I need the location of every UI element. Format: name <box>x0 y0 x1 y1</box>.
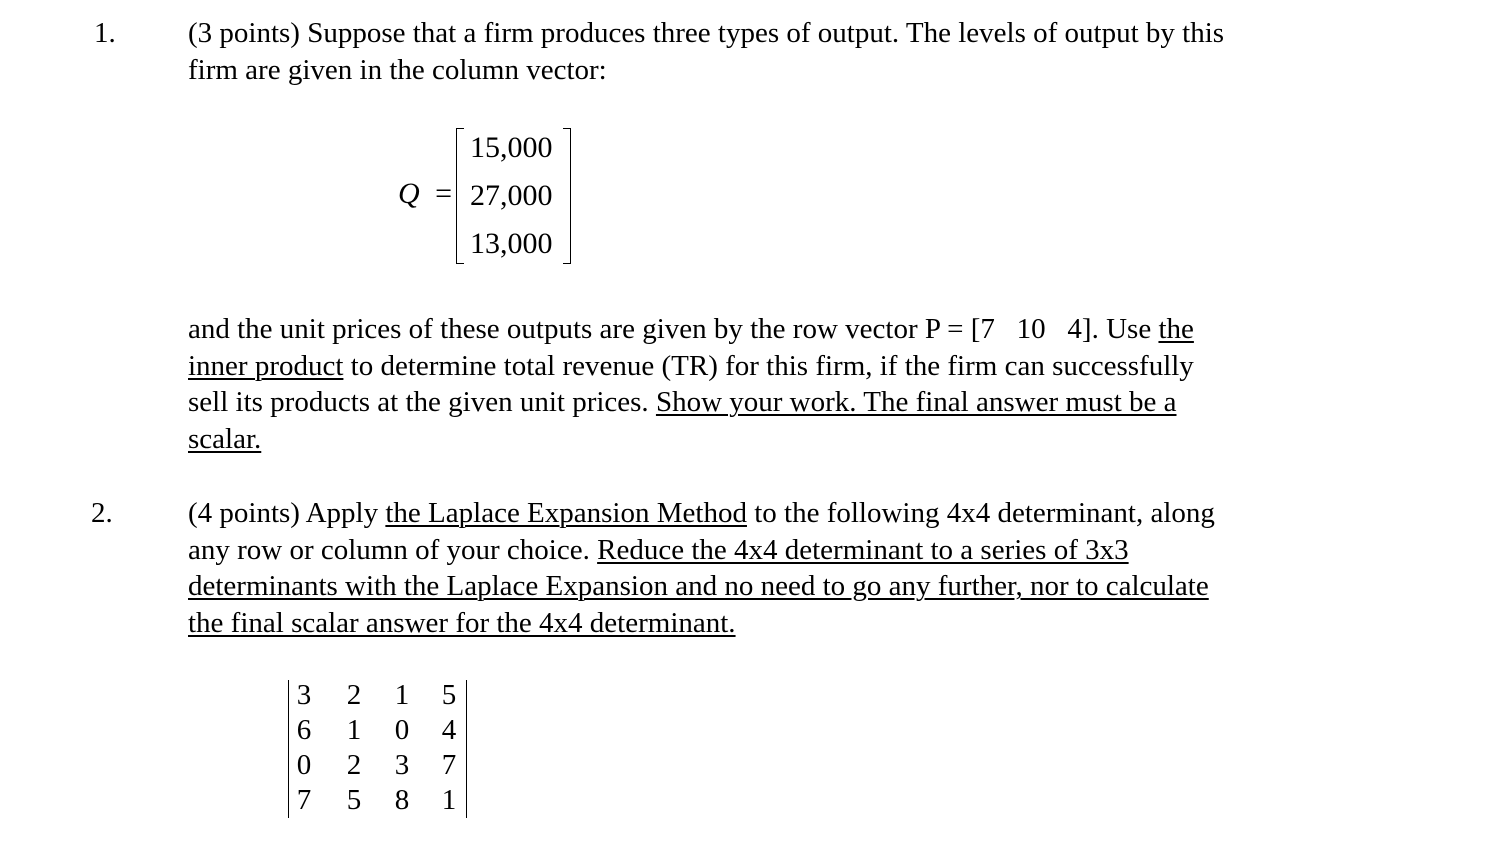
question-1-intro <box>188 15 1388 88</box>
determinant-row <box>284 748 470 783</box>
determinant-cell: 6 <box>296 714 312 746</box>
determinant-cell: 0 <box>296 749 312 781</box>
question-1-intro-line-1: (3 points) Suppose that a firm produces three types of output. The levels of output by this <box>188 17 1225 49</box>
vector-q-equals: = <box>435 177 453 210</box>
determinant-cell: 3 <box>296 679 312 711</box>
vector-q-symbol: Q <box>398 177 420 210</box>
determinant-cell: 5 <box>441 679 457 711</box>
question-1-body-line-3: sell its products at the given unit prices. Show your work. The final answer must be a <box>188 386 1177 418</box>
determinant-cell: 4 <box>441 714 457 746</box>
determinant-row <box>284 713 470 748</box>
determinant-row <box>284 783 470 818</box>
vector-q-entry-2: 27,000 <box>470 179 553 212</box>
left-bracket <box>456 128 464 264</box>
question-2-number: 2. <box>91 497 113 529</box>
determinant-cell: 3 <box>394 749 410 781</box>
vector-q-label <box>398 176 452 212</box>
question-2-body <box>188 495 1388 641</box>
determinant-cell: 1 <box>346 714 362 746</box>
question-1-body <box>188 311 1388 457</box>
determinant-cell: 2 <box>346 679 362 711</box>
question-1-body-line-4: scalar. <box>188 422 262 455</box>
right-bracket <box>563 128 571 264</box>
determinant-cell: 0 <box>394 714 410 746</box>
determinant-cell: 7 <box>441 749 457 781</box>
determinant-row <box>284 678 470 713</box>
determinant-cell: 8 <box>394 784 410 816</box>
vector-q-entry-1: 15,000 <box>470 131 553 164</box>
determinant-4x4 <box>284 678 470 820</box>
vector-q-entry-3: 13,000 <box>470 227 553 260</box>
question-2-line-2: any row or column of your choice. Reduce the 4x4 determinant to a series of 3x3 <box>188 533 1129 566</box>
question-2-line-4: the final scalar answer for the 4x4 determinant. <box>188 606 736 639</box>
question-1-intro-line-2: firm are given in the column vector: <box>188 53 607 86</box>
question-1-body-line-2: inner product to determine total revenue (TR) for this firm, if the firm can successfully <box>188 349 1194 382</box>
question-2-line-3: determinants with the Laplace Expansion and no need to go any further, nor to calculate <box>188 570 1209 602</box>
determinant-cell: 2 <box>346 749 362 781</box>
determinant-cell: 5 <box>346 784 362 816</box>
determinant-cell: 7 <box>296 784 312 816</box>
determinant-cell: 1 <box>441 784 457 816</box>
question-1-number: 1. <box>94 17 116 49</box>
column-vector-q <box>456 128 571 264</box>
question-2-line-1: (4 points) Apply the Laplace Expansion Method to the following 4x4 determinant, along <box>188 497 1215 529</box>
question-1-body-line-1: and the unit prices of these outputs are given by the row vector P = [7 10 4]. Use the <box>188 313 1194 345</box>
determinant-cell: 1 <box>394 679 410 711</box>
